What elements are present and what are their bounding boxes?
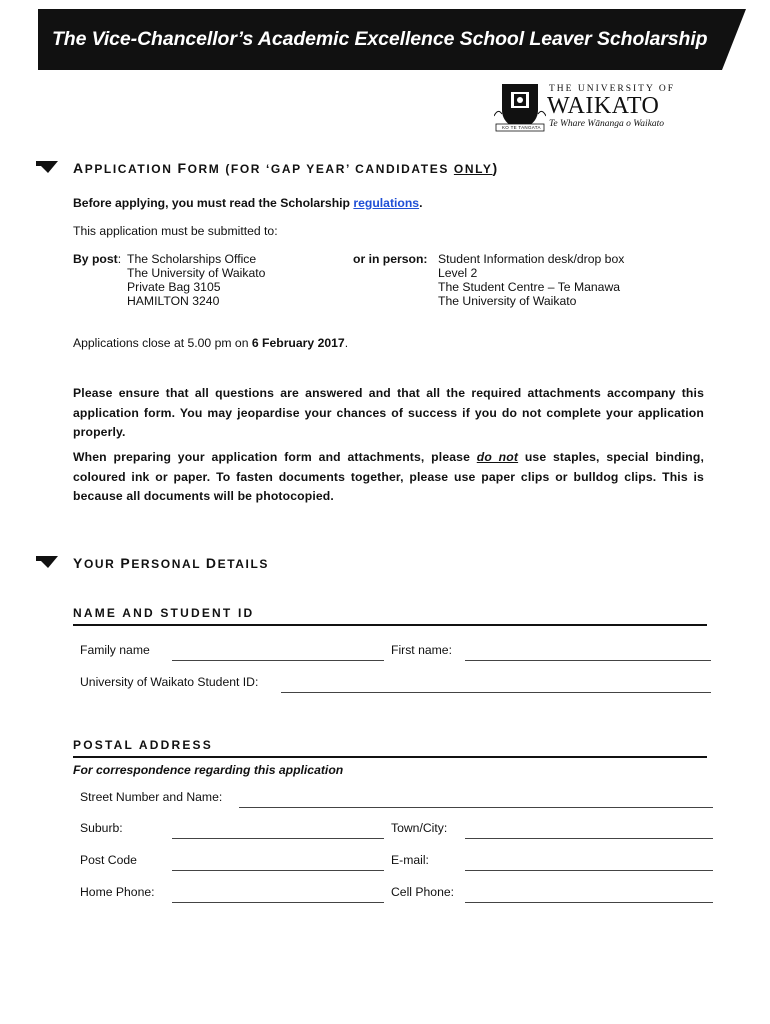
- email-label: E-mail:: [391, 853, 429, 867]
- name-and-id-heading: NAME AND STUDENT ID: [73, 606, 255, 620]
- pointer-arrow-icon: [36, 555, 58, 569]
- home-phone-label: Home Phone:: [80, 885, 155, 899]
- by-post-address: The Scholarships Office The University of Waikato Private Bag 3105 HAMILTON 3240: [127, 252, 266, 308]
- town-city-label: Town/City:: [391, 821, 448, 835]
- instructions-paragraph-1: Please ensure that all questions are answered and that all the required attachments accompany this application form. You may jeopardise your chances of success if you do not complete your application properly.: [73, 386, 704, 439]
- in-person-address: Student Information desk/drop box Level 2 The Student Centre – Te Manawa The University of Waikato: [438, 252, 625, 308]
- logo-line-1: THE UNIVERSITY OF: [549, 84, 676, 94]
- submit-to-text: This application must be submitted to:: [73, 224, 278, 238]
- street-label: Street Number and Name:: [80, 790, 223, 804]
- closing-date-line: Applications close at 5.00 pm on 6 February 2017.: [73, 336, 349, 350]
- crest-motto: KO TE TANGATA: [502, 125, 541, 130]
- title-banner: [38, 9, 746, 70]
- family-name-label: Family name: [80, 643, 150, 657]
- section-rule: [73, 756, 707, 758]
- section-heading-application-form: APPLICATION FORM (FOR ‘GAP YEAR’ CANDIDATES ONLY): [73, 160, 499, 176]
- university-logo: [494, 80, 674, 134]
- instructions-paragraph-2: When preparing your application form and attachments, please do not use staples, special binding, coloured ink or paper. To fasten documents together, please use paper clips or bulldog clips. This is because all documents will be photocopied.: [73, 450, 705, 503]
- postal-address-heading: POSTAL ADDRESS: [73, 738, 213, 752]
- by-post-label: By post:: [73, 252, 122, 266]
- section-rule: [73, 624, 707, 626]
- logo-line-3: Te Whare Wānanga o Waikato: [549, 119, 665, 129]
- student-id-field[interactable]: [281, 692, 711, 693]
- suburb-field[interactable]: [172, 838, 384, 839]
- cell-phone-field[interactable]: [465, 902, 713, 903]
- logo-line-2: WAIKATO: [547, 93, 660, 119]
- first-name-field[interactable]: [465, 660, 711, 661]
- regulations-link[interactable]: regulations: [353, 196, 420, 210]
- read-regulations-line: Before applying, you must read the Scholarship regulations.: [73, 196, 423, 210]
- family-name-field[interactable]: [172, 660, 384, 661]
- cell-phone-label: Cell Phone:: [391, 885, 455, 899]
- email-field[interactable]: [465, 870, 713, 871]
- first-name-label: First name:: [391, 643, 452, 657]
- student-id-label: University of Waikato Student ID:: [80, 675, 259, 689]
- postal-note: For correspondence regarding this application: [73, 763, 344, 777]
- pointer-arrow-icon: [36, 160, 58, 174]
- post-code-label: Post Code: [80, 853, 137, 867]
- suburb-label: Suburb:: [80, 821, 123, 835]
- post-code-field[interactable]: [172, 870, 384, 871]
- home-phone-field[interactable]: [172, 902, 384, 903]
- document-title: The Vice-Chancellor’s Academic Excellence School Leaver Scholarship: [52, 28, 708, 50]
- town-city-field[interactable]: [465, 838, 713, 839]
- in-person-label: or in person:: [353, 252, 428, 266]
- street-field[interactable]: [239, 807, 713, 808]
- section-heading-personal-details: YOUR PERSONAL DETAILS: [73, 555, 270, 571]
